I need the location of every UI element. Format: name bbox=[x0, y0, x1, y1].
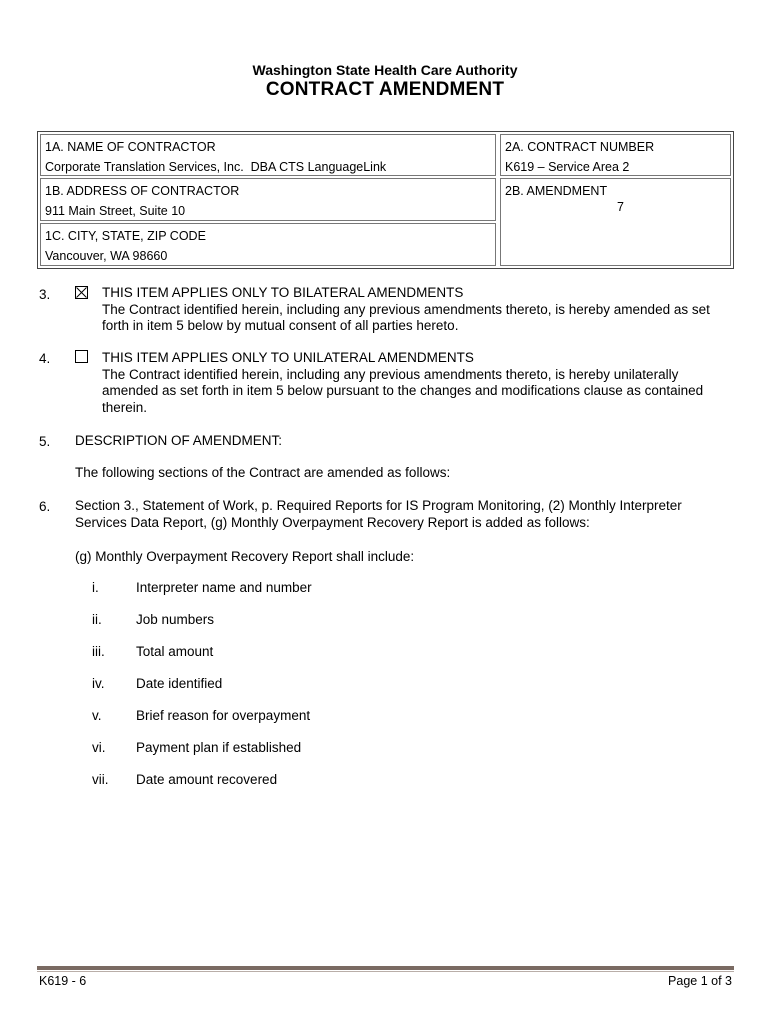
list-text: Date amount recovered bbox=[136, 772, 278, 787]
list-numeral: v. bbox=[92, 708, 102, 723]
list-text: Date identified bbox=[136, 676, 223, 691]
footer-page-number: Page 1 of 3 bbox=[668, 974, 732, 988]
city-state-zip-label: 1C. CITY, STATE, ZIP CODE bbox=[45, 229, 206, 243]
contract-number-value: K619 – Service Area 2 bbox=[505, 160, 630, 174]
item-5-intro: The following sections of the Contract are amended as follows: bbox=[75, 465, 451, 480]
item-4-text bbox=[102, 350, 732, 416]
item-4-heading: THIS ITEM APPLIES ONLY TO UNILATERAL AMENDMENTS bbox=[102, 350, 474, 365]
item-6-body: Section 3., Statement of Work, p. Required Reports for IS Program Monitoring, (2) Monthly Interpreter Services Data Report, (g) Monthly Overpayment Recovery Report is added as follows: bbox=[75, 498, 682, 530]
unilateral-checkbox[interactable] bbox=[75, 350, 88, 363]
list-text: Payment plan if established bbox=[136, 740, 302, 755]
city-state-zip-value: Vancouver, WA 98660 bbox=[45, 249, 168, 263]
city-state-zip-cell bbox=[40, 223, 496, 266]
contractor-address-label: 1B. ADDRESS OF CONTRACTOR bbox=[45, 184, 240, 198]
footer-divider bbox=[37, 966, 734, 970]
item-4-number: 4. bbox=[39, 351, 51, 366]
item-3-number: 3. bbox=[39, 287, 51, 302]
footer-divider-thin bbox=[37, 971, 734, 972]
list-text: Total amount bbox=[136, 644, 214, 659]
list-numeral: i. bbox=[92, 580, 99, 595]
amendment-cell bbox=[500, 178, 731, 266]
list-numeral: vi. bbox=[92, 740, 106, 755]
contractor-name-cell bbox=[40, 134, 496, 176]
contract-number-cell bbox=[500, 134, 731, 176]
bilateral-checkbox[interactable] bbox=[75, 286, 88, 299]
item-4-body: The Contract identified herein, including any previous amendments thereto, is hereby unilaterally amended as set forth in item 5 below pursuant to the changes and modifications clause as contained therein. bbox=[102, 366, 704, 415]
item-3-body: The Contract identified herein, including any previous amendments thereto, is hereby amended as set forth in item 5 below by mutual consent of all parties hereto. bbox=[102, 301, 710, 333]
list-numeral: ii. bbox=[92, 612, 102, 627]
list-numeral: iv. bbox=[92, 676, 105, 691]
contractor-name-value: Corporate Translation Services, Inc. DBA CTS LanguageLink bbox=[45, 160, 387, 174]
list-numeral: vii. bbox=[92, 772, 109, 787]
document-title: CONTRACT AMENDMENT bbox=[265, 79, 505, 100]
organization-name: Washington State Health Care Authority bbox=[252, 62, 518, 78]
footer-doc-id: K619 - 6 bbox=[39, 974, 87, 988]
list-text: Interpreter name and number bbox=[136, 580, 312, 595]
list-text: Job numbers bbox=[136, 612, 215, 627]
contractor-name-label: 1A. NAME OF CONTRACTOR bbox=[45, 140, 216, 154]
item-3-heading: THIS ITEM APPLIES ONLY TO BILATERAL AMENDMENTS bbox=[102, 285, 464, 300]
item-5-number: 5. bbox=[39, 434, 51, 449]
item-5-heading: DESCRIPTION OF AMENDMENT: bbox=[75, 433, 283, 448]
item-6-number: 6. bbox=[39, 499, 51, 514]
contract-number-label: 2A. CONTRACT NUMBER bbox=[505, 140, 655, 154]
contractor-address-value: 911 Main Street, Suite 10 bbox=[45, 204, 186, 218]
list-text: Brief reason for overpayment bbox=[136, 708, 311, 723]
check-x-icon bbox=[76, 287, 87, 298]
item-3-text bbox=[102, 285, 732, 335]
report-heading: (g) Monthly Overpayment Recovery Report shall include: bbox=[75, 549, 415, 564]
list-numeral: iii. bbox=[92, 644, 105, 659]
amendment-label: 2B. AMENDMENT bbox=[505, 184, 608, 198]
contract-info-box bbox=[37, 131, 734, 269]
amendment-number: 7 bbox=[617, 200, 624, 214]
contractor-address-cell bbox=[40, 178, 496, 221]
